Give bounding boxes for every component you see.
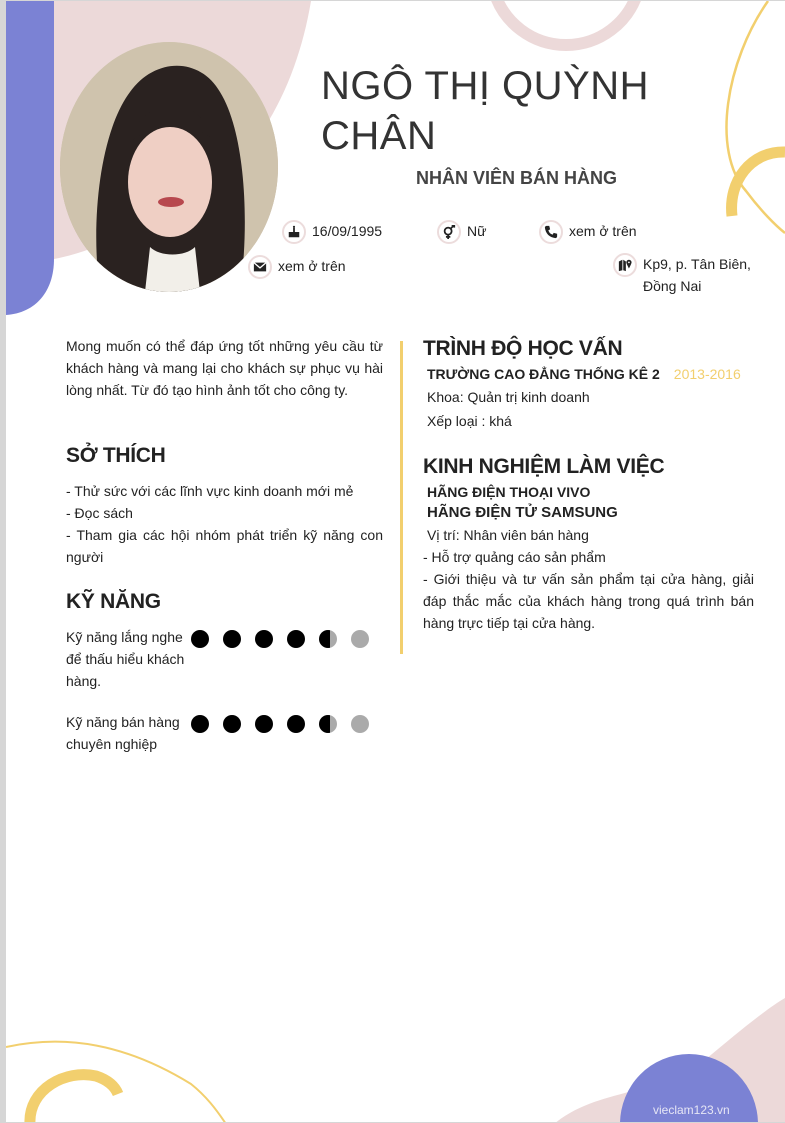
- rating-dot-filled: [255, 630, 273, 648]
- phone-value: xem ở trên: [569, 223, 637, 239]
- decorative-shapes-bottom: [6, 984, 785, 1122]
- phone-icon: [539, 220, 563, 244]
- watermark: vieclam123.vn: [653, 1103, 730, 1117]
- duty-item: - Hỗ trợ quảng cáo sản phẩm: [423, 549, 606, 565]
- gender-info: [437, 220, 486, 244]
- rating-dot-filled: [223, 715, 241, 733]
- hobbies-list: [66, 480, 383, 568]
- career-objective: Mong muốn có thể đáp ứng tốt những yêu cầu từ khách hàng và mang lại cho khách sự phục vụ hài lòng nhất. Từ đó tạo hình ảnh tốt cho công ty.: [66, 338, 383, 398]
- company-name: HÃNG ĐIỆN THOẠI VIVO: [427, 484, 591, 500]
- cv-page: [6, 1, 785, 1122]
- rating-dot-empty: [351, 630, 369, 648]
- experience-title: KINH NGHIỆM LÀM VIỆC: [423, 455, 665, 478]
- skill-row: [66, 626, 369, 692]
- name-line-2: CHÂN: [321, 114, 437, 158]
- hobby-item: - Tham gia các hội nhóm phát triển kỹ năng con người: [66, 527, 383, 565]
- rating-dot-filled: [191, 630, 209, 648]
- skill-row: [66, 711, 369, 755]
- map-pin-icon: [613, 253, 637, 277]
- skill-rating: [191, 715, 369, 755]
- gender-value: Nữ: [467, 223, 487, 239]
- email-value: xem ở trên: [278, 258, 346, 274]
- rating-dot-filled: [255, 715, 273, 733]
- cake-icon: [282, 220, 306, 244]
- job-title: NHÂN VIÊN BÁN HÀNG: [416, 168, 618, 188]
- skill-label: Kỹ năng bán hàng chuyên nghiệp: [66, 714, 180, 752]
- address-line-1: Kp9, p. Tân Biên,: [643, 256, 751, 272]
- rating-dot-filled: [223, 630, 241, 648]
- column-divider: [400, 341, 403, 654]
- birthday-info: [282, 220, 382, 244]
- skill-label: Kỹ năng lắng nghe để thấu hiểu khách hàng.: [66, 629, 185, 689]
- rating-dot-filled: [287, 630, 305, 648]
- address-line-2: Đồng Nai: [643, 278, 702, 294]
- rating-dot-half: [319, 630, 337, 648]
- duty-item: - Giới thiệu và tư vấn sản phẩm tại cửa hàng, giải đáp thắc mắc của khách hàng trong quá trình bán hàng trực tiếp tại cửa hàng.: [423, 571, 754, 631]
- address-info: [613, 253, 751, 297]
- position: Vị trí: Nhân viên bán hàng: [427, 527, 589, 543]
- rating-dot-filled: [191, 715, 209, 733]
- rating-dot-half: [319, 715, 337, 733]
- education-section: [427, 363, 767, 432]
- school-name: TRƯỜNG CAO ĐẲNG THỐNG KÊ 2: [427, 366, 660, 382]
- name-line-1: NGÔ THỊ QUỲNH: [321, 64, 650, 108]
- candidate-name: [321, 61, 649, 161]
- duties-list: [423, 546, 754, 634]
- email-info: [248, 255, 346, 279]
- skills-title: KỸ NĂNG: [66, 590, 161, 613]
- profile-photo: [60, 42, 278, 292]
- hobby-item: - Thử sức với các lĩnh vực kinh doanh mới mẻ: [66, 483, 354, 499]
- envelope-icon: [248, 255, 272, 279]
- rating-dot-empty: [351, 715, 369, 733]
- company-name: HÃNG ĐIỆN TỬ SAMSUNG: [427, 504, 618, 521]
- school-years: 2013-2016: [673, 366, 741, 382]
- phone-info: [539, 220, 637, 244]
- hobby-item: - Đọc sách: [66, 505, 133, 521]
- skill-rating: [191, 630, 369, 692]
- grade: Xếp loại : khá: [427, 413, 512, 429]
- gender-icon: [437, 220, 461, 244]
- faculty: Khoa: Quản trị kinh doanh: [427, 389, 590, 405]
- birthday-value: 16/09/1995: [312, 223, 383, 239]
- hobbies-title: SỞ THÍCH: [66, 444, 166, 467]
- rating-dot-filled: [287, 715, 305, 733]
- education-title: TRÌNH ĐỘ HỌC VẤN: [423, 337, 623, 360]
